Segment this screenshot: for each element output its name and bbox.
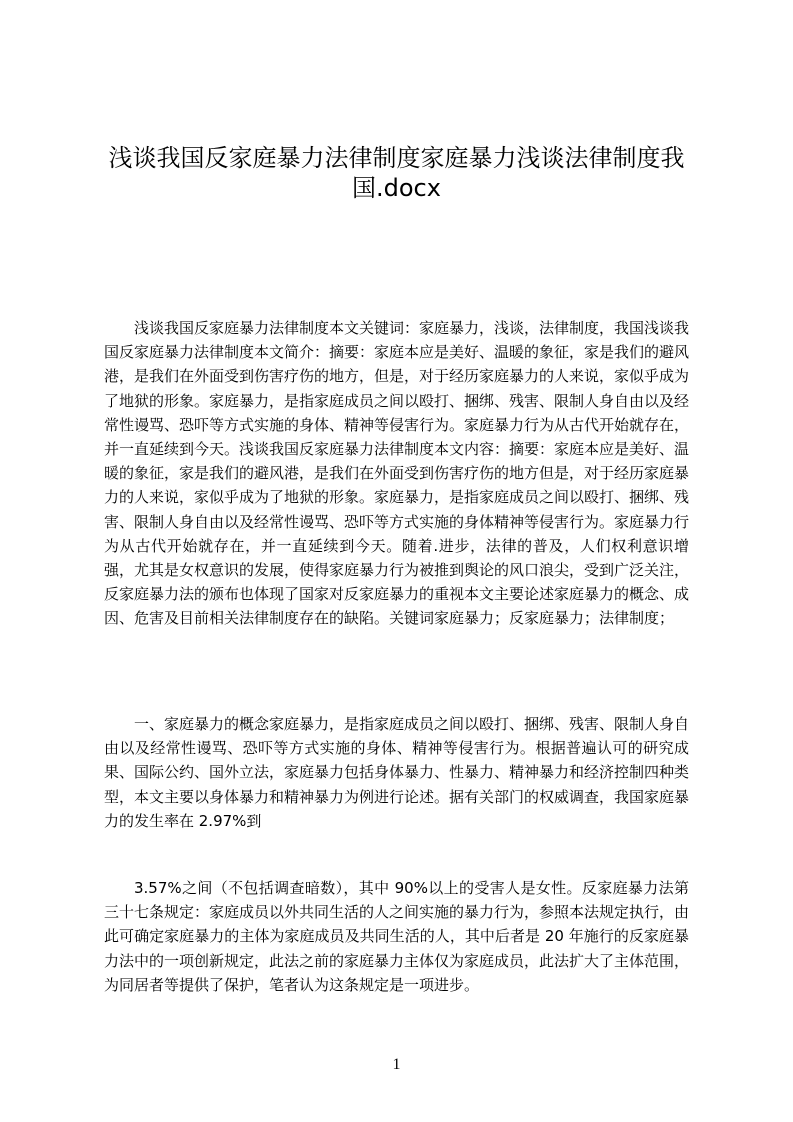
body-paragraph-abstract: 浅谈我国反家庭暴力法律制度本文关键词：家庭暴力，浅谈，法律制度，我国浅谈我国反家庭暴力法律制度本文简介：摘要：家庭本应是美好、温暖的象征，家是我们的避风港，是我们在外面受到伤害疗伤的地方，但是，对于经历家庭暴力的人来说，家似乎成为了地狱的形象。家庭暴力，是指家庭成员之间以殴打、捆绑、残害、限制人身自由以及经常性谩骂、恐吓等方式实施的身体、精神等侵害行为。家庭暴力行为从古代开始就存在，并一直延续到今天。浅谈我国反家庭暴力法律制度本文内容：摘要：家庭本应是美好、温暖的象征，家是我们的避风港，是我们在外面受到伤害疗伤的地方但是，对于经历家庭暴力的人来说，家似乎成为了地狱的形象。家庭暴力，是指家庭成员之间以殴打、捆绑、残害、限制人身自由以及经常性谩骂、恐吓等方式实施的身体精神等侵害行为。家庭暴力行为从古代开始就存在，并一直延续到今天。随着.进步，法律的普及，人们权利意识增强，尤其是女权意识的发展，使得家庭暴力行为被推到舆论的风口浪尖，受到广泛关注，反家庭暴力法的颁布也体现了国家对反家庭暴力的重视本文主要论述家庭暴力的概念、成因、危害及目前相关法律制度存在的缺陷。关键词家庭暴力；反家庭暴力；法律制度； [104, 319, 690, 628]
body-paragraph-subject-scope: 3.57%之间（不包括调查暗数），其中 90%以上的受害人是女性。反家庭暴力法第三十七条规定：家庭成员以外共同生活的人之间实施的暴力行为，参照本法规定执行，由此可确定家庭暴力的主体为家庭成员及共同生活的人，其中后者是 20 年施行的反家庭暴力法中的一项创新规定，此法之前的家庭暴力主体仅为家庭成员，此法扩大了主体范围，为同居者等提供了保护，笔者认为这条规定是一项进步。 [104, 879, 690, 994]
document-title: 浅谈我国反家庭暴力法律制度家庭暴力浅谈法律制度我国.docx [108, 144, 685, 202]
page-number: 1 [392, 1056, 401, 1073]
body-paragraph-concept: 一、家庭暴力的概念家庭暴力，是指家庭成员之间以殴打、捆绑、残害、限制人身自由以及经常性谩骂、恐吓等方式实施的身体、精神等侵害行为。根据普遍认可的研究成果、国际公约、国外立法，家庭暴力包括身体暴力、性暴力、精神暴力和经济控制四种类型，本文主要以身体暴力和精神暴力为例进行论述。据有关部门的权威调查，我国家庭暴力的发生率在 2.97%到 [104, 715, 690, 830]
